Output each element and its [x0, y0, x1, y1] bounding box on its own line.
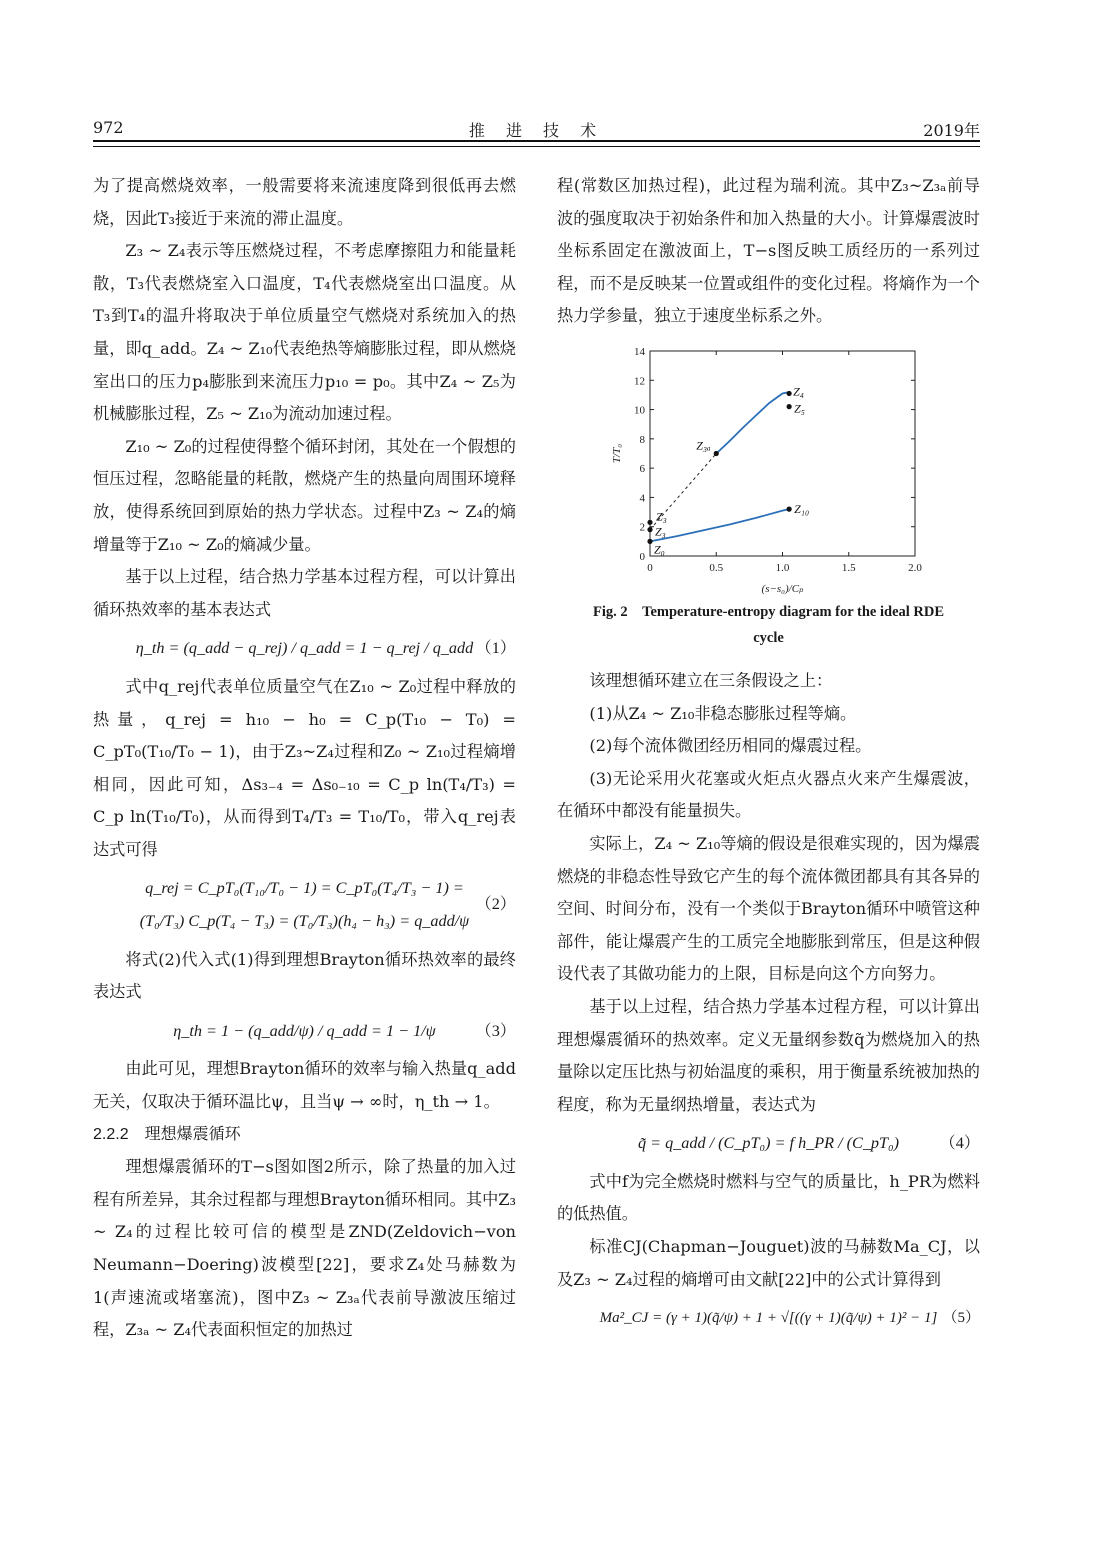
point-label: Z₁₀ [794, 502, 810, 517]
assumption-2: (2)每个流体微团经历相同的爆震过程。 [589, 736, 872, 756]
y-axis-label: T/T₀ [611, 443, 623, 464]
data-point [647, 539, 652, 544]
header-rule-thick [93, 140, 980, 142]
y-tick-label: 8 [639, 433, 645, 446]
paragraph: 式中f为完全燃烧时燃料与空气的质量比，h_PR为燃料的低热值。 [557, 1171, 980, 1224]
equation-1-body: η_th = (q_add − q_rej) / q_add = 1 − q_rej / q_add [135, 639, 474, 658]
right-column [557, 170, 980, 1341]
y-tick-label: 12 [634, 375, 645, 388]
x-tick-label: 2.0 [908, 561, 922, 574]
point-label: Z₄ [793, 384, 804, 399]
point-label: Z₀ [654, 542, 665, 557]
equation-1-number: （1） [475, 639, 516, 658]
paragraph: Z₃ ~ Z₄表示等压燃烧过程，不考虑摩擦阻力和能量耗散，T₃代表燃烧室入口温度，T₄代表燃烧室出口温度。从T₃到T₄的温升将取决于单位质量空气燃烧对系统加入的热量，即q_add。Z₄ ~ Z₁₀代表绝热等熵膨胀过程，即从燃烧室出口的压力p₄膨胀到来流压力p₁₀ = p₀。其中Z₄ ~ Z₅为机械膨胀过程，Z₅ ~ Z₁₀为流动加速过程。 [93, 241, 516, 424]
equation-2-line-2: (T₀/T₃) C_p(T₄ − T₃) = (T₀/T₃)(h₄ − h₃) = q_add/ψ [139, 912, 470, 931]
y-tick-label: 2 [639, 521, 645, 534]
data-point [647, 520, 652, 525]
equation-4-body: q̃ = q_add / (C_pT₀) = f h_PR / (C_pT₀) [637, 1134, 900, 1153]
y-tick-label: 6 [639, 463, 645, 476]
equation-5-number: （5） [942, 1310, 980, 1327]
paragraph: 为了提高燃烧效率，一般需要将来流速度降到很低再去燃烧，因此T₃接近于来流的滞止温度。 [93, 176, 516, 228]
paragraph: 实际上，Z₄ ~ Z₁₀等熵的假设是很难实现的，因为爆震燃烧的非稳态性导致它产生的每个流体微团都具有其各异的空间、时间分布，没有一个类似于Brayton循环中喷管这种部件，能让爆震产生的工质完全地膨胀到常压，但是这种假设代表了其做功能力的上限，目标是向这个方向努力。 [557, 833, 980, 984]
equation-2-number: （2） [475, 895, 516, 914]
series-upper-curve [716, 392, 789, 454]
equation-4 [557, 1127, 980, 1160]
equation-2 [93, 872, 516, 937]
paragraph: 程(常数区加热过程)，此过程为瑞利流。其中Z₃~Z₃ₐ前导波的强度取决于初始条件和加入热量的大小。计算爆震波时坐标系固定在激波面上，T−s图反映工质经历的一系列过程，而不是反映某一位置或组件的变化过程。将熵作为一个热力学参量，独立于速度坐标系之外。 [557, 176, 980, 326]
data-point [647, 527, 652, 532]
x-tick-label: 1.5 [841, 561, 856, 574]
journal-title: 推 进 技 术 [468, 121, 605, 140]
caption-line-1: Fig. 2 Temperature-entropy diagram for the ideal RDE [592, 603, 945, 620]
equation-3-number: （3） [475, 1021, 516, 1040]
point-label: Z₃ₐ [696, 438, 711, 453]
equation-3-body: η_th = 1 − (q_add/ψ) / q_add = 1 − 1/ψ [173, 1021, 436, 1040]
y-tick-label: 4 [639, 492, 645, 505]
data-point [787, 391, 792, 396]
paragraph: 基于以上过程，结合热力学基本过程方程，可以计算出循环热效率的基本表达式 [93, 567, 516, 619]
paragraph: Z₁₀ ~ Z₀的过程使得整个循环封闭，其处在一个假想的恒压过程，忽略能量的耗散，燃烧产生的热量向周围环境释放，使得系统回到原始的热力学状态。过程中Z₃ ~ Z₄的熵增量等于Z₁₀ ~ Z₀的熵减少量。 [93, 436, 516, 554]
paragraph: 将式(2)代入式(1)得到理想Brayton循环热效率的最终表达式 [93, 949, 516, 1002]
figure-2 [557, 333, 980, 595]
data-point [787, 507, 792, 512]
temperature-entropy-chart [557, 333, 980, 595]
publication-year: 2019年 [923, 121, 980, 140]
caption-line-2: cycle [753, 629, 784, 646]
equation-4-number: （4） [939, 1134, 980, 1153]
equation-5-body: Ma²_CJ = (γ + 1)(q̃/ψ) + 1 + √[((γ + 1)(q̃/ψ) + 1)² − 1] [599, 1310, 938, 1327]
point-label: Z₃ [655, 524, 666, 539]
left-column [93, 170, 516, 1347]
paragraph: 理想爆震循环的T−s图如图2所示，除了热量的加入过程有所差异，其余过程都与理想Brayton循环相同。其中Z₃ ~ Z₄的过程比较可信的模型是ZND(Zeldovich−von Neumann−Doering)波模型[22]，要求Z₄处马赫数为1(声速流或堵塞流)，图中Z₃ ~ Z₃ₐ代表前导激波压缩过程，Z₃ₐ ~ Z₄代表面积恒定的加热过 [93, 1157, 516, 1340]
equation-2-line-1: q_rej = C_pT₀(T₁₀/T₀ − 1) = C_pT₀(T₄/T₃ − 1) = [145, 879, 464, 898]
section-heading: 2.2.2 理想爆震循环 [93, 1125, 241, 1143]
paragraph: 基于以上过程，结合热力学基本过程方程，可以计算出理想爆震循环的热效率。定义无量纲参数q̃为燃烧加入的热量除以定压比热与初始温度的乘积，用于衡量系统被加热的程度，称为无量纲热增量，表达式为 [557, 996, 980, 1114]
point-label: Z₃ [656, 509, 667, 524]
equation-5 [557, 1302, 980, 1335]
y-tick-label: 14 [634, 345, 645, 358]
page-number: 972 [93, 118, 124, 137]
paragraph: 该理想循环建立在三条假设之上： [589, 670, 833, 690]
header-rule-thin [93, 146, 980, 147]
series-lower-curve [650, 509, 789, 541]
assumption-3: (3)无论采用火花塞或火炬点火器点火来产生爆震波，在循环中都没有能量损失。 [557, 768, 980, 821]
equation-3 [93, 1015, 516, 1048]
x-axis-label: (s−s₀)/Cₚ [761, 582, 804, 595]
plot-frame [650, 351, 915, 556]
y-tick-label: 10 [634, 404, 645, 417]
paragraph: 由此可见，理想Brayton循环的效率与输入热量q_add无关，仅取决于循环温比ψ，且当ψ → ∞时，η_th → 1。 [93, 1059, 516, 1112]
figure-caption [557, 599, 980, 651]
x-tick-label: 0 [647, 561, 653, 574]
paragraph: 标准CJ(Chapman−Jouguet)波的马赫数Ma_CJ，以及Z₃ ~ Z₄过程的熵增可由文献[22]中的公式计算得到 [557, 1237, 980, 1289]
point-label: Z₅ [794, 401, 805, 416]
y-tick-label: 0 [639, 550, 645, 563]
x-tick-label: 1.0 [775, 561, 790, 574]
assumption-1: (1)从Z₄ ~ Z₁₀非稳态膨胀过程等熵。 [589, 703, 857, 723]
x-tick-label: 0.5 [709, 561, 724, 574]
equation-1 [93, 632, 516, 665]
data-point [714, 451, 719, 456]
paragraph: 式中q_rej代表单位质量空气在Z₁₀ ~ Z₀过程中释放的热量，q_rej = h₁₀ − h₀ = C_p(T₁₀ − T₀) = C_pT₀(T₁₀/T₀ − 1)，由于Z₃~Z₄过程和Z₀ ~ Z₁₀过程熵增相同，因此可知，Δs₃₋₄ = Δs₀₋₁₀ = C_p ln(T₄/T₃) = C_p ln(T₁₀/T₀)，从而得到T₄/T₃ = T₁₀/T₀，带入q_rej表达式可得 [93, 676, 516, 859]
data-point [787, 404, 792, 409]
